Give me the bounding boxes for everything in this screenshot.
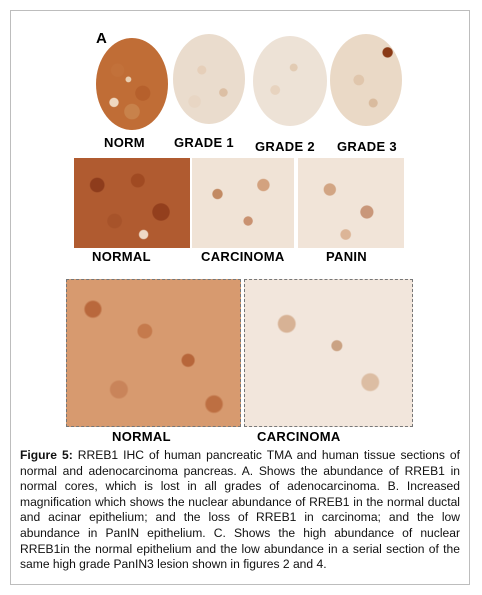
tma-core-grade3 [330,34,402,126]
label-normal-c: NORMAL [112,429,171,444]
label-normal-b: NORMAL [92,249,151,264]
panel-a-letter: A [96,30,107,47]
label-grade1: GRADE 1 [174,135,234,150]
micrograph-panin-b [298,158,404,248]
caption-text: RREB1 IHC of human pancreatic TMA and human tissue sections of normal and adenocarcinoma pancreas. A. Shows the abundance of RREB1 in normal cores, which is lost in all grades of adenocarcinoma. B. Increased magnification which shows the nuclear abundance of RREB1 in the normal ductal and acinar epithelium; and the loss of RREB1 in carcinoma; and the low abundance in PanIN epithelium. C. Shows the high abundance of nuclear RREB1in the normal epithelium and the low abundance in a serial section of the same high grade PanIN3 lesion shown in figures 2 and 4. [20,448,460,572]
label-carcinoma-c: CARCINOMA [257,429,341,444]
micrograph-carcinoma-b [192,158,294,248]
label-grade3: GRADE 3 [337,139,397,154]
label-grade2: GRADE 2 [255,139,315,154]
label-carcinoma-b: CARCINOMA [201,249,285,264]
label-panin-b: PANIN [326,249,367,264]
label-norm: NORM [104,135,145,150]
tma-core-normal [96,38,168,130]
figure-caption [20,448,460,573]
tma-core-grade1 [173,34,245,124]
micrograph-normal-b [74,158,190,248]
caption-label: Figure 5: [20,448,73,462]
micrograph-normal-c [66,279,241,427]
micrograph-carcinoma-c [244,279,413,427]
tma-core-grade2 [253,36,327,126]
